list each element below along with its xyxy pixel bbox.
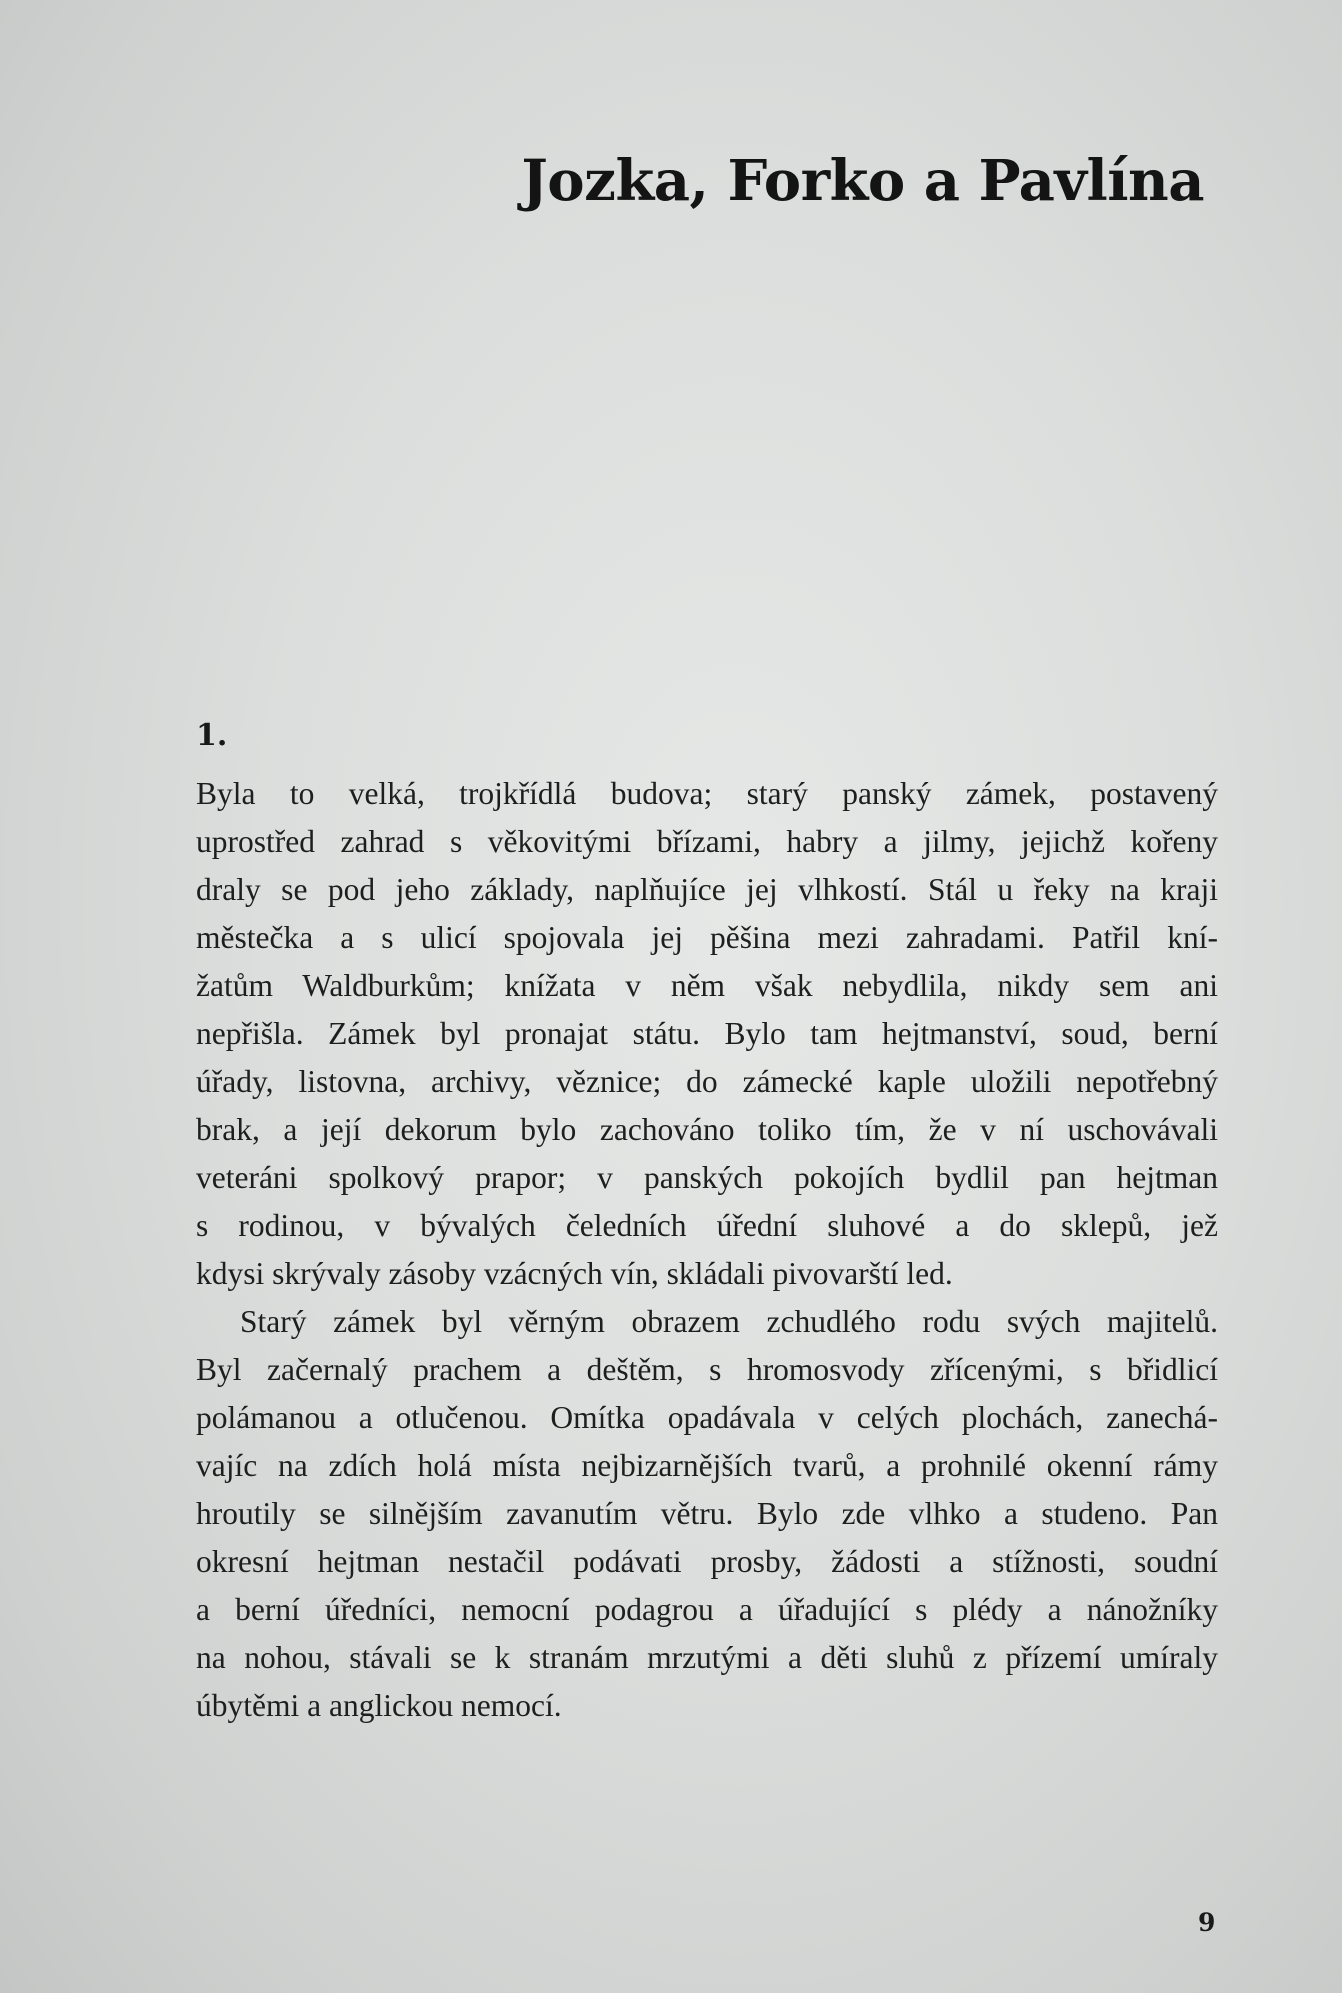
text-line: Starý zámek byl věrným obrazem zchudlého rodu svých majitelů. [240,1304,1218,1339]
text-line: Byl začernalý prachem a deštěm, s hromosvody zřícenými, s břidlicí [196,1352,1218,1387]
page-number: 9 [1198,1908,1216,1937]
text-line: uprostřed zahrad s věkovitými břízami, habry a jilmy, jejichž kořeny [196,824,1218,859]
text-line: veteráni spolkový prapor; v panských pokojích bydlil pan hejtman [196,1160,1218,1195]
text-line: kdysi skrývaly zásoby vzácných vín, skládali pivovarští led. [196,1256,953,1291]
text-line: na nohou, stávali se k stranám mrzutými a děti sluhů z přízemí umíraly [196,1640,1218,1675]
text-line: okresní hejtman nestačil podávati prosby, žádosti a stížnosti, soudní [196,1544,1218,1579]
text-line: úřady, listovna, archivy, věznice; do zámecké kaple uložili nepotřebný [196,1064,1218,1099]
text-line: žatům Waldburkům; knížata v něm však nebydlila, nikdy sem ani [196,968,1218,1003]
text-line: vajíc na zdích holá místa nejbizarnějších tvarů, a prohnilé okenní rámy [196,1448,1218,1483]
section-number: 1. [196,718,228,753]
text-line: draly se pod jeho základy, naplňujíce jej vlhkostí. Stál u řeky na kraji [196,872,1218,907]
text-line: městečka a s ulicí spojovala jej pěšina mezi zahradami. Patřil kní- [196,920,1218,955]
chapter-title: Jozka, Forko a Pavlína [521,148,1204,214]
text-line: nepřišla. Zámek byl pronajat státu. Bylo tam hejtmanství, soud, berní [196,1016,1218,1051]
text-line: s rodinou, v bývalých čeledních úřední sluhové a do sklepů, jež [196,1208,1218,1243]
text-line: hroutily se silnějším zavanutím větru. Bylo zde vlhko a studeno. Pan [196,1496,1218,1531]
text-line: úbytěmi a anglickou nemocí. [196,1688,562,1723]
text-line: polámanou a otlučenou. Omítka opadávala v celých plochách, zanechá- [196,1400,1218,1435]
text-line: a berní úředníci, nemocní podagrou a úřadující s plédy a nánožníky [196,1592,1218,1627]
text-line: brak, a její dekorum bylo zachováno toliko tím, že v ní uschovávali [196,1112,1218,1147]
text-line: Byla to velká, trojkřídlá budova; starý panský zámek, postavený [196,776,1218,811]
body-text [196,770,1218,1730]
